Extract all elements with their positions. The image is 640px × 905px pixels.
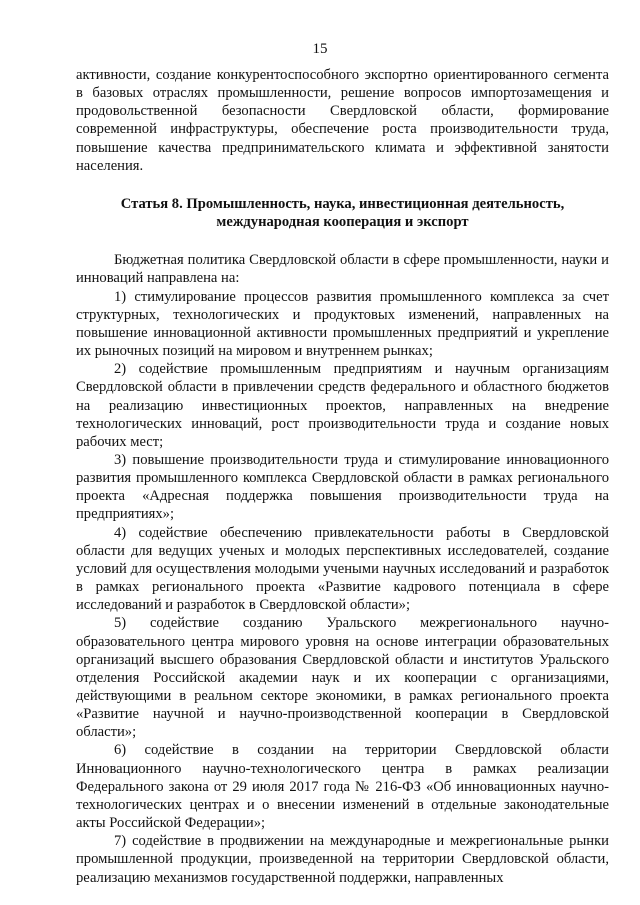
list-item-4: 4) содействие обеспечению привлекательности работы в Свердловской области для ведущих ученых и молодых перспективных исследователей, создание условий для осуществления молодыми учеными научных исследований и разработок в рамках регионального проекта «Развитие кадрового потенциала в сфере исследований и разработок в Свердловской области»;: [76, 524, 609, 614]
list-item-2: 2) содействие промышленным предприятиям и научным организациям Свердловской области в привлечении средств федерального и областного бюджетов на реализацию инвестиционных проектов, направленных на внедрение технологических инноваций, рост производительности труда и создание новых рабочих мест;: [76, 361, 609, 450]
document-body: [76, 66, 609, 887]
list-item-1: 1) стимулирование процессов развития промышленного комплекса за счет структурных, технологических и продуктовых изменений, направленных на повышение инновационной активности промышленных предприятий и укрепление их рыночных позиций на мировом и внутреннем рынках;: [76, 288, 609, 360]
page-number: 15: [312, 41, 328, 57]
article-heading: Статья 8. Промышленность, наука, инвестиционная деятельность, международная кооперация и экспорт: [120, 195, 565, 231]
list-item-6: 6) содействие в создании на территории Свердловской области Инновационного научно-технологического центра в рамках реализации Федерального закона от 29 июля 2017 года № 216-ФЗ «Об инновационных научно-технологических центрах и о внесении изменений в отдельные законодательные акты Российской Федерации»;: [76, 742, 609, 832]
list-item-3: 3) повышение производительности труда и стимулирование инновационного развития промышленного комплекса Свердловской области в рамках регионального проекта «Адресная поддержка повышения производительности труда на предприятиях»;: [76, 451, 609, 523]
lead-paragraph: Бюджетная политика Свердловской области в сфере промышленности, науки и инноваций направлена на:: [76, 252, 609, 287]
list-item-5: 5) содействие созданию Уральского межрегионального научно-образовательного центра мирового уровня на основе интеграции образовательных организаций высшего образования Свердловской области и институтов Уральского отделения Российской академии наук и их кооперации с организациями, действующими в реальном секторе экономики, в рамках регионального проекта «Развитие научной и научно-производственной кооперации в Свердловской области»;: [76, 615, 609, 741]
list-item-7: 7) содействие в продвижении на международные и межрегиональные рынки промышленной продукции, произведенной на территории Свердловской области, реализацию механизмов государственной поддержки, направленных: [76, 833, 609, 886]
intro-paragraph: активности, создание конкурентоспособного экспортно ориентированного сегмента в базовых отраслях промышленности, решение вопросов импортозамещения и продовольственной безопасности Свердловской области, формирование современной инфраструктуры, обеспечение роста производительности труда, повышение качества предпринимательского климата и эффективной занятости населения.: [76, 67, 609, 174]
